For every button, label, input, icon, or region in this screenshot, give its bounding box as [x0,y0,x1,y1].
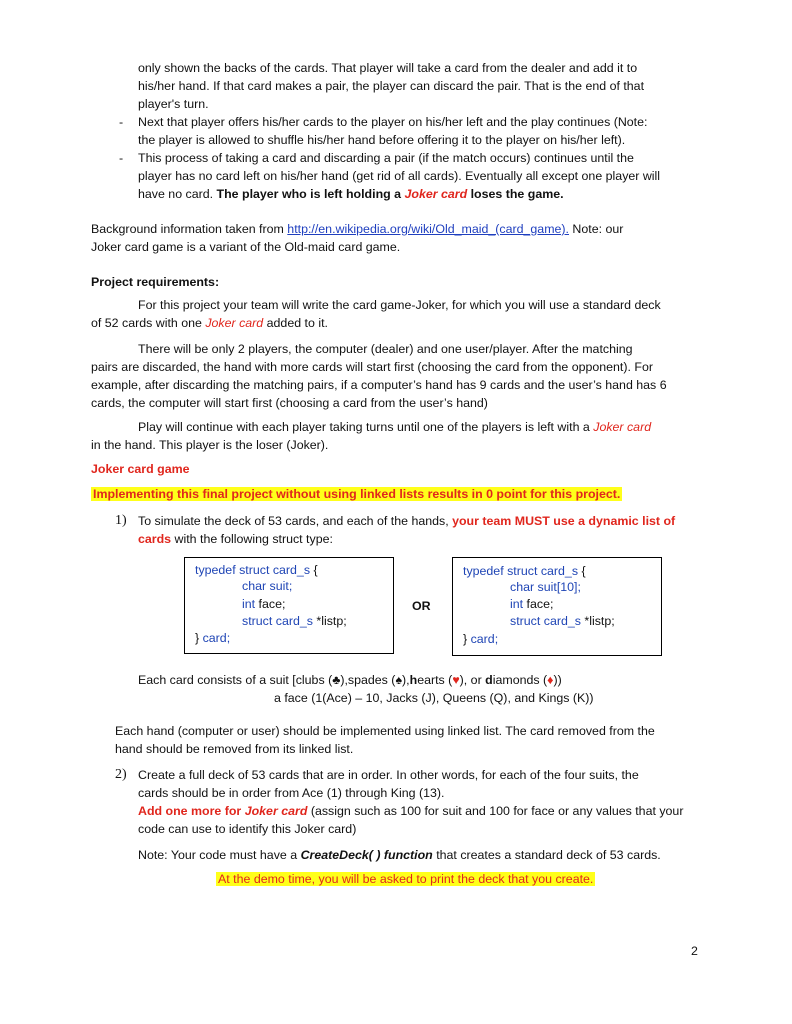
bullet-dash: - [119,151,124,165]
code-line: } card; [195,631,231,645]
joker-card-term: Joker card [593,420,652,434]
intro-line-3: player's turn. [138,97,209,111]
struct-code-box-char-array [452,557,662,656]
p2-line-1: There will be only 2 players, the computer (dealer) and one user/player. After the matching [138,342,633,356]
background-line-1: Background information taken from http://en.wikipedia.org/wiki/Old_maid_(card_game). Note: our [91,222,624,236]
hand-line-2: hand should be removed from its linked list. [115,742,354,756]
face-description: a face (1(Ace) – 10, Jacks (J), Queens (Q), and Kings (K)) [274,691,594,705]
linked-list-warning: Implementing this final project without using linked lists results in 0 point for this project. [93,487,621,501]
p3-line-1: Play will continue with each player taking turns until one of the players is left with a Joker card [138,420,652,434]
req2-line-2: cards should be in order from Ace (1) through King (13). [138,786,445,800]
bullet-dash: - [119,115,124,129]
req1-number: 1) [115,513,127,528]
createdeck-note: Note: Your code must have a CreateDeck( ) function that creates a standard deck of 53 cards. [138,848,661,862]
joker-card-term: Joker card [205,316,264,330]
code-line: typedef struct card_s { [463,564,586,578]
req2-line-1: Create a full deck of 53 cards that are in order. In other words, for each of the four suits, the [138,768,639,782]
req2-number: 2) [115,767,127,782]
req2-line-4: code can use to identify this Joker card) [138,822,357,836]
page-number: 2 [691,944,698,958]
demo-note: At the demo time, you will be asked to print the deck that you create. [218,872,594,886]
struct-code-box-char [184,557,394,654]
p1-line-2: of 52 cards with one Joker card added to it. [91,316,328,330]
req1-line-1: To simulate the deck of 53 cards, and each of the hands, your team MUST use a dynamic list of [138,514,676,528]
diamond-icon: ♦ [547,673,554,687]
p2-line-4: cards, the computer will start first (choosing a card from the user’s hand) [91,396,488,410]
code-line: } card; [463,632,499,646]
code-line: int face; [510,597,554,611]
suit-description: Each card consists of a suit [clubs (♣),spades (♠),hearts (♥), or diamonds (♦)) [138,673,562,687]
code-line: char suit[10]; [510,580,581,594]
project-requirements-heading: Project requirements: [91,275,220,289]
p1-line-1: For this project your team will write the card game-Joker, for which you will use a standard deck [138,298,661,312]
heart-icon: ♥ [452,673,460,687]
intro-line-2: his/her hand. If that card makes a pair, the player can discard the pair. That is the end of that [138,79,645,93]
code-line: int face; [242,597,286,611]
code-line: typedef struct card_s { [195,563,318,577]
background-line-2: Joker card game is a variant of the Old-maid card game. [91,240,401,254]
joker-card-game-title: Joker card game [91,462,190,476]
req1-line-2: cards with the following struct type: [138,532,333,546]
bullet-2-line-3: have no card. The player who is left holding a Joker card loses the game. [138,187,564,201]
joker-card-term: Joker card [404,187,468,201]
or-label: OR [412,599,431,613]
p3-line-2: in the hand. This player is the loser (Joker). [91,438,329,452]
bullet-1-line-2: the player is allowed to shuffle his/her hand before offering it to the player on his/her left). [138,133,626,147]
req2-line-3: Add one more for Joker card (assign such as 100 for suit and 100 for face or any values that your [138,804,684,818]
code-line: struct card_s *listp; [510,614,615,628]
p2-line-2: pairs are discarded, the hand with more cards will start first (choosing the card from the opponent). For [91,360,653,374]
intro-line-1: only shown the backs of the cards. That player will take a card from the dealer and add it to [138,61,638,75]
bullet-2-line-1: This process of taking a card and discarding a pair (if the match occurs) continues until the [138,151,634,165]
hand-line-1: Each hand (computer or user) should be implemented using linked list. The card removed from the [115,724,655,738]
joker-card-term: Joker card [244,804,308,818]
bullet-2-line-2: player has no card left on his/her hand (get rid of all cards). Eventually all except one player will [138,169,661,183]
spade-icon: ♠ [395,673,403,687]
code-line: char suit; [242,579,293,593]
wikipedia-link[interactable]: http://en.wikipedia.org/wiki/Old_maid_(card_game). [287,222,569,236]
club-icon: ♣ [332,673,341,687]
p2-line-3: example, after discarding the matching pairs, if a computer’s hand has 9 cards and the user’s hand has 6 [91,378,667,392]
code-line: struct card_s *listp; [242,614,347,628]
bullet-1-line-1: Next that player offers his/her cards to the player on his/her left and the play continues (Note: [138,115,648,129]
